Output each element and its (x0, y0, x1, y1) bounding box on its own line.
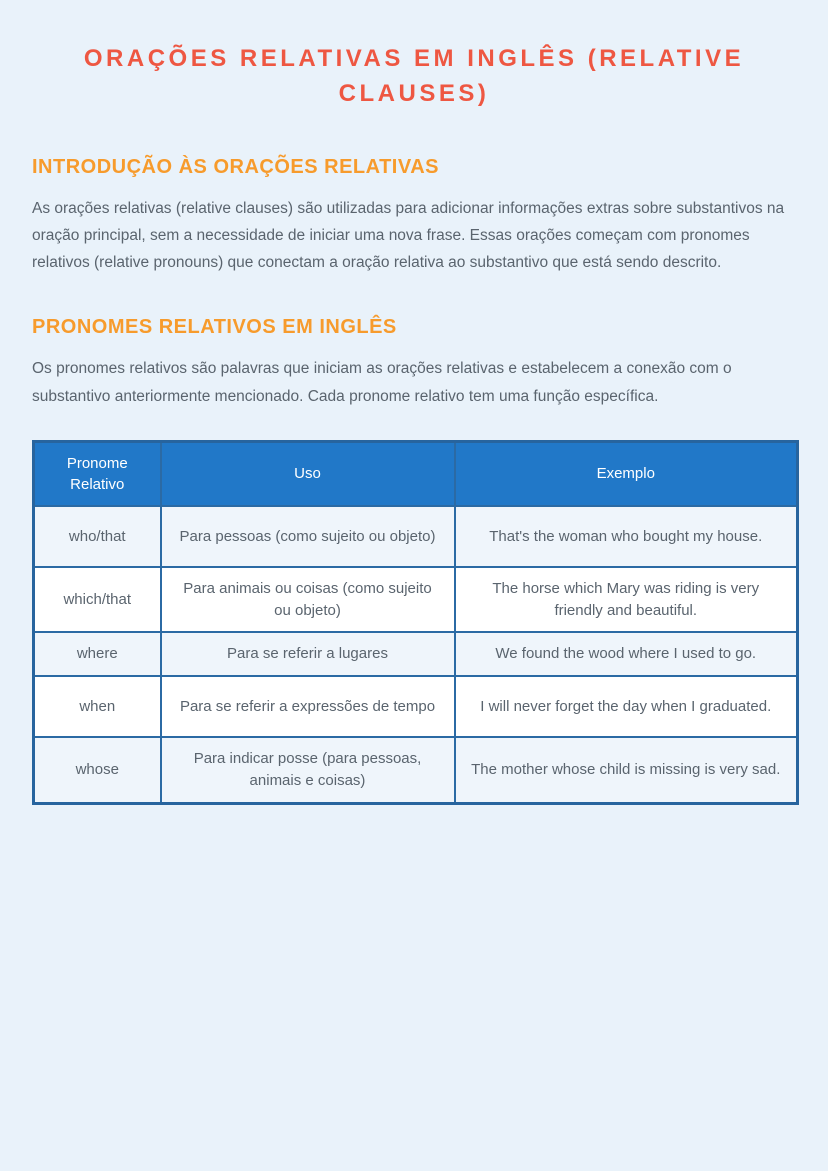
section-heading-pronomes: PRONOMES RELATIVOS EM INGLÊS (32, 316, 397, 339)
table-row-when (34, 676, 798, 737)
table-row-where (34, 632, 798, 676)
cell-uso: Para animais ou coisas (como sujeito ou objeto) (161, 567, 455, 633)
page-title: ORAÇÕES RELATIVAS EM INGLÊS (RELATIVE CLAUSES) (83, 45, 745, 107)
cell-exemplo: I will never forget the day when I graduated. (455, 676, 798, 737)
table-row-which-that (34, 567, 798, 633)
cell-pronoun: where (34, 632, 161, 676)
cell-pronoun: when (34, 676, 161, 737)
cell-uso: Para se referir a expressões de tempo (161, 676, 455, 737)
cell-exemplo: That's the woman who bought my house. (455, 506, 798, 567)
column-header-exemplo: Exemplo (455, 441, 798, 506)
table-row-whose (34, 737, 798, 803)
cell-uso: Para se referir a lugares (161, 632, 455, 676)
cell-exemplo: The horse which Mary was riding is very friendly and beautiful. (455, 567, 798, 633)
table-header-row (34, 441, 798, 506)
pronouns-paragraph: Os pronomes relativos são palavras que iniciam as orações relativas e estabelecem a conexão com o substantivo anteriormente mencionado. Cada pronome relativo tem uma função específica. (32, 360, 732, 405)
cell-uso: Para indicar posse (para pessoas, animais e coisas) (161, 737, 455, 803)
section-heading-introducao: INTRODUÇÃO ÀS ORAÇÕES RELATIVAS (32, 155, 439, 178)
table-row-who-that (34, 506, 798, 567)
cell-pronoun: whose (34, 737, 161, 803)
cell-uso: Para pessoas (como sujeito ou objeto) (161, 506, 455, 567)
relative-pronouns-table (32, 440, 799, 805)
cell-pronoun: who/that (34, 506, 161, 567)
cell-exemplo: The mother whose child is missing is very sad. (455, 737, 798, 803)
column-header-uso: Uso (161, 441, 455, 506)
column-header-pronome-relativo: Pronome Relativo (34, 441, 161, 506)
intro-paragraph: As orações relativas (relative clauses) são utilizadas para adicionar informações extras sobre substantivos na oração principal, sem a necessidade de iniciar uma nova frase. Essas orações começam com pronomes relativos (relative pronouns) que conectam a oração relativa ao substantivo que está sendo descrito. (32, 199, 785, 272)
cell-pronoun: which/that (34, 567, 161, 633)
cell-exemplo: We found the wood where I used to go. (455, 632, 798, 676)
